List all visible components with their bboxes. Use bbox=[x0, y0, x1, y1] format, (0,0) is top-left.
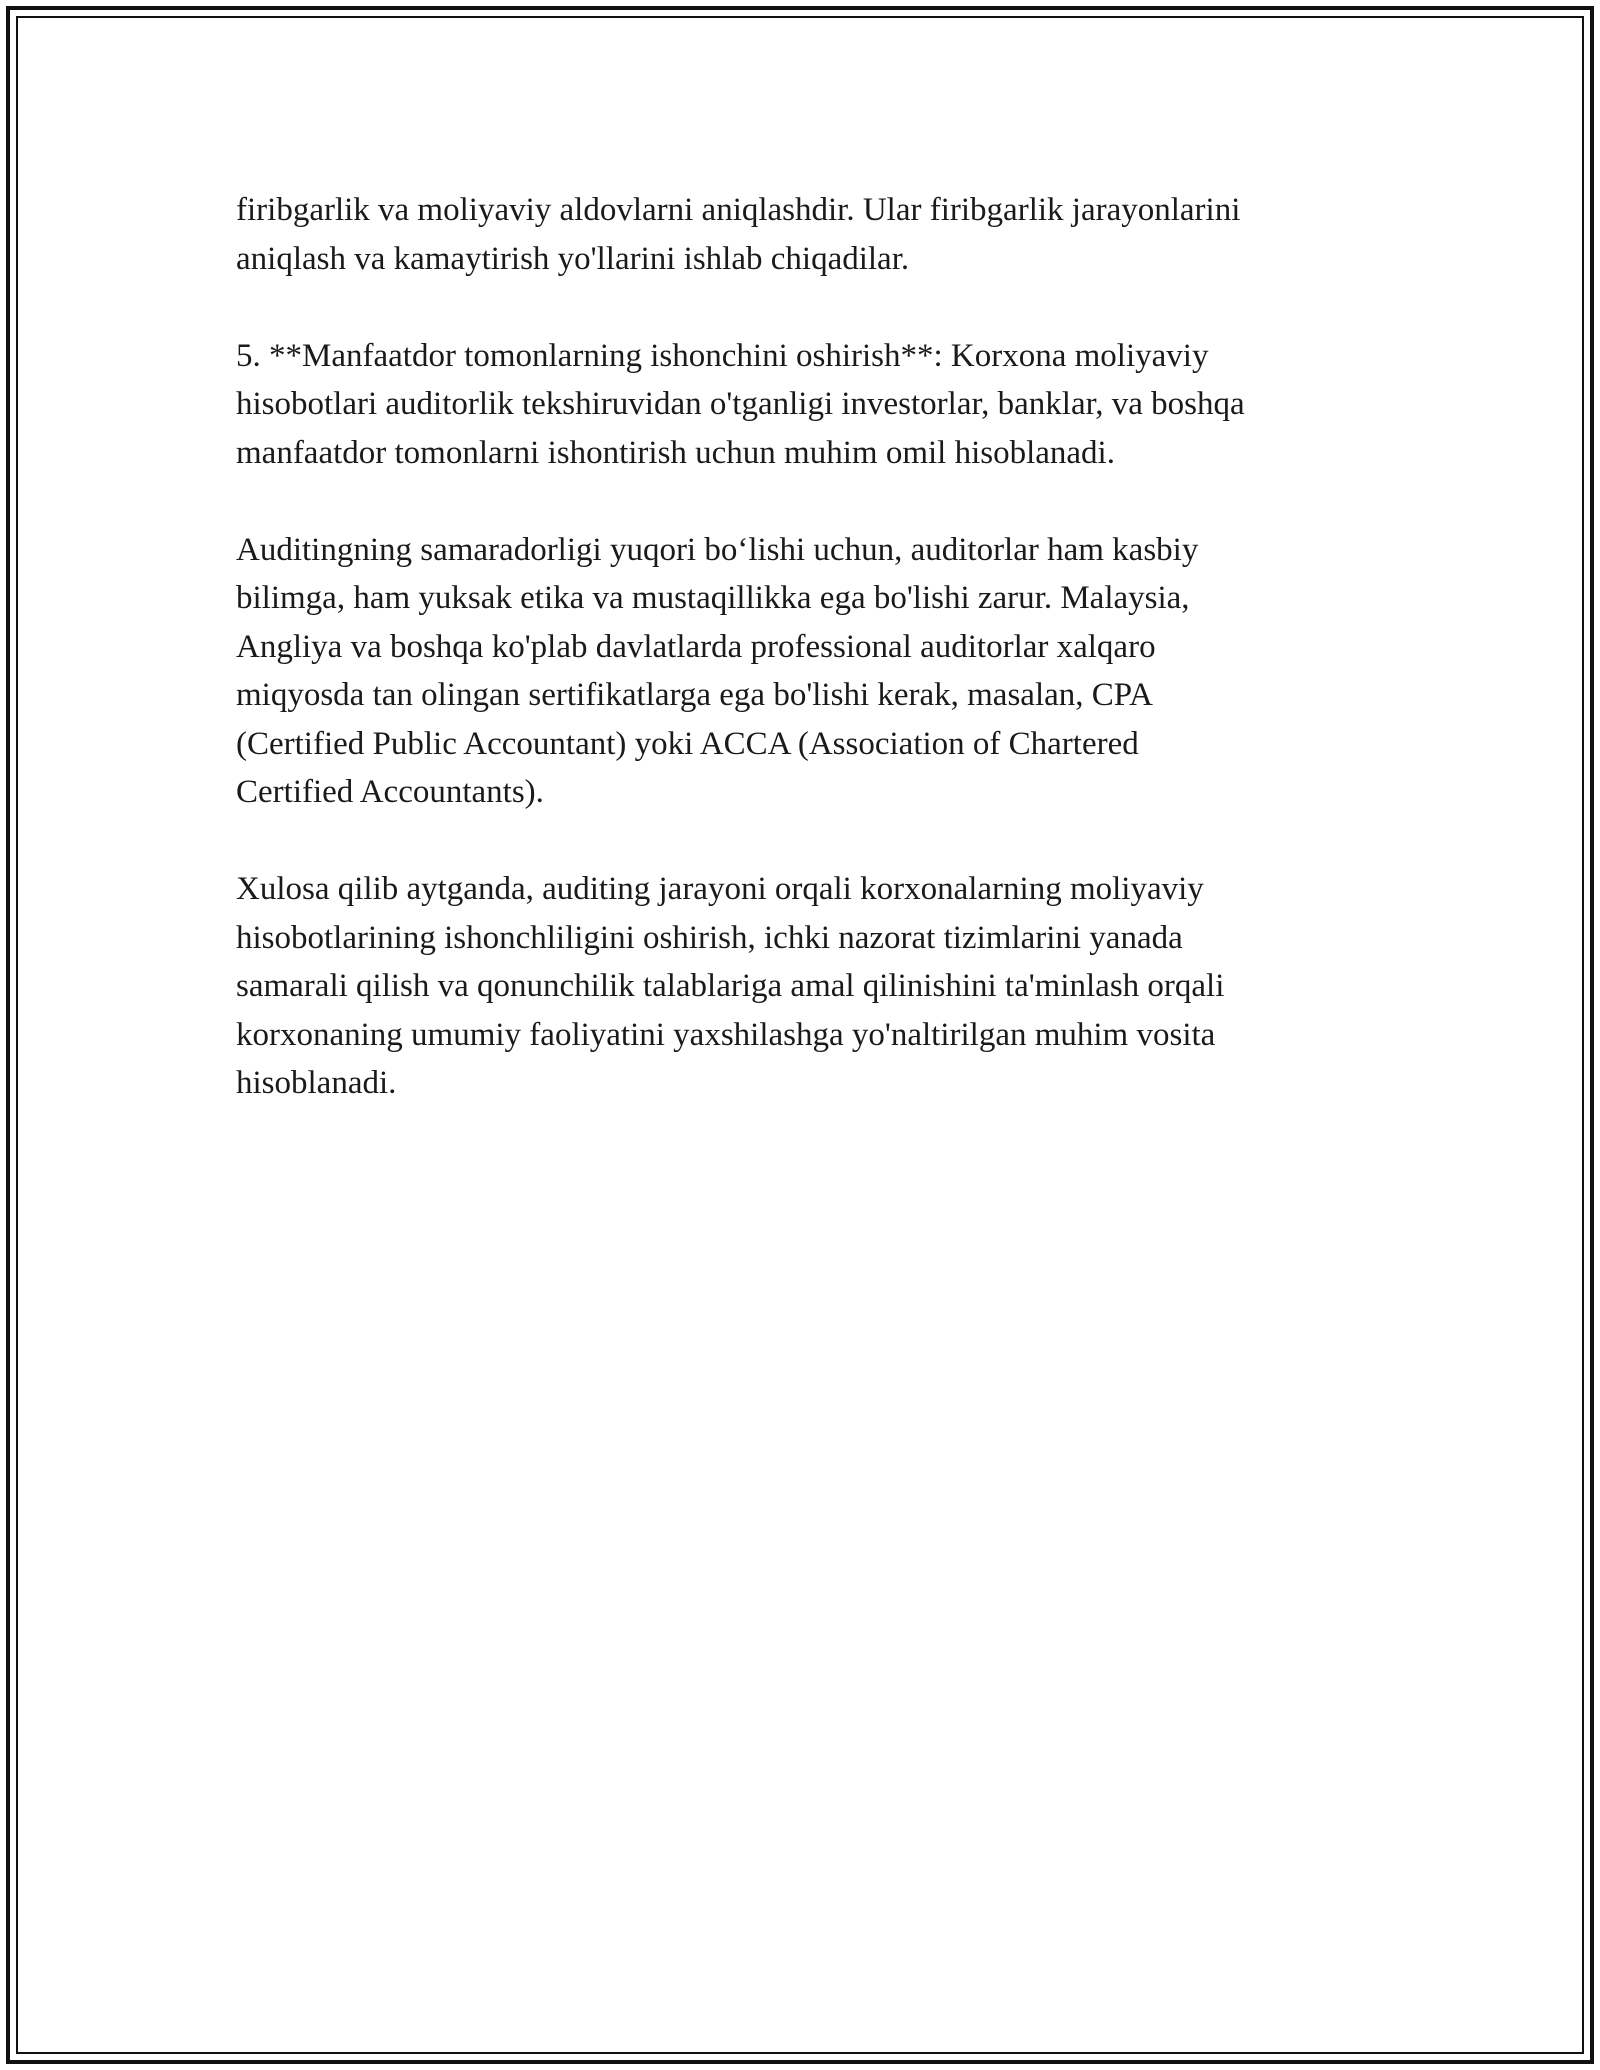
text-line: hisoblanadi. bbox=[236, 1065, 397, 1101]
text-line: firibgarlik va moliyaviy aldovlarni aniqlashdir. Ular firibgarlik jarayonlarini bbox=[236, 192, 1241, 228]
paragraph-conclusion bbox=[236, 865, 1386, 1108]
text-line: miqyosda tan olingan sertifikatlarga ega bo'lishi kerak, masalan, CPA bbox=[236, 677, 1153, 713]
text-line: bilimga, ham yuksak etika va mustaqillikka ega bo'lishi zarur. Malaysia, bbox=[236, 580, 1190, 616]
text-line: hisobotlarining ishonchliligini oshirish, ichki nazorat tizimlarini yanada bbox=[236, 919, 1183, 956]
text-line: manfaatdor tomonlarni ishontirish uchun muhim omil hisoblanadi. bbox=[236, 434, 1115, 471]
document-body bbox=[236, 186, 1386, 1108]
text-line: 5. **Manfaatdor tomonlarning ishonchini oshirish**: Korxona moliyaviy bbox=[236, 337, 1209, 374]
text-line: aniqlash va kamaytirish yo'llarini ishlab chiqadilar. bbox=[236, 240, 910, 277]
text-line: Certified Accountants). bbox=[236, 774, 544, 810]
text-line: Angliya va boshqa ko'plab davlatlarda professional auditorlar xalqaro bbox=[236, 628, 1156, 665]
text-line: korxonaning umumiy faoliyatini yaxshilashga yo'naltirilgan muhim vosita bbox=[236, 1016, 1216, 1053]
paragraph-auditor-qualifications bbox=[236, 526, 1386, 817]
text-line: Xulosa qilib aytganda, auditing jarayoni orqali korxonalarning moliyaviy bbox=[236, 871, 1204, 907]
text-line: hisobotlari auditorlik tekshiruvidan o'tganligi investorlar, banklar, va boshqa bbox=[236, 386, 1245, 422]
text-line: samarali qilish va qonunchilik talablariga amal qilinishini ta'minlash orqali bbox=[236, 968, 1225, 1004]
text-line: Auditingning samaradorligi yuqori bo‘lishi uchun, auditorlar ham kasbiy bbox=[236, 531, 1199, 568]
paragraph-fraud-detection bbox=[236, 186, 1386, 283]
text-line: (Certified Public Accountant) yoki ACCA (Association of Chartered bbox=[236, 725, 1139, 762]
paragraph-stakeholder-trust bbox=[236, 332, 1386, 478]
